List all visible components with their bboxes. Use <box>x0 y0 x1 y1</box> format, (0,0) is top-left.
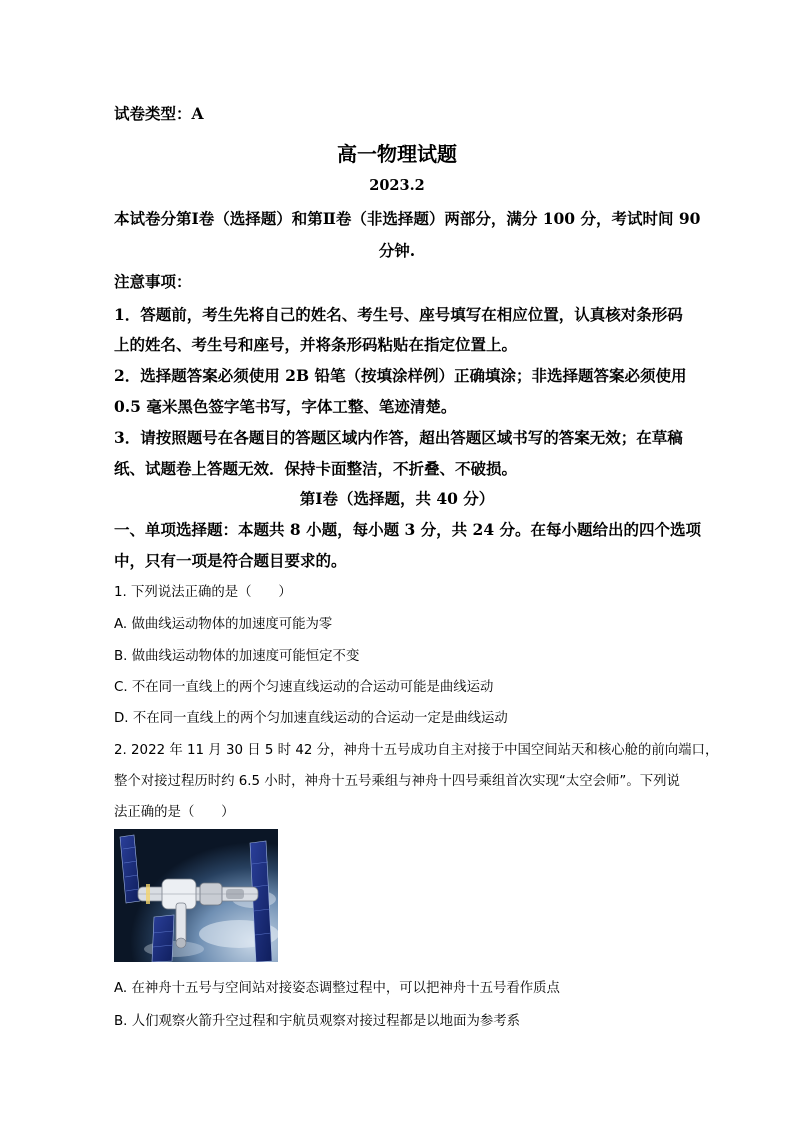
question-1-option-d: D. 不在同一直线上的两个匀加速直线运动的合运动一定是曲线运动 <box>114 711 508 726</box>
question-2-option-a: A. 在神舟十五号与空间站对接姿态调整过程中，可以把神舟十五号看作质点 <box>114 981 560 996</box>
part-instructions-1: 一、单项选择题：本题共 8 小题，每小题 3 分，共 24 分。在每小题给出的四个选项 <box>114 520 702 539</box>
section-heading: 第Ⅰ卷（选择题，共 40 分） <box>299 489 495 508</box>
space-station-image <box>114 829 278 962</box>
notes-line: 3．请按照题号在各题目的答题区域内作答，超出答题区域书写的答案无效；在草稿 <box>114 428 683 447</box>
page-title: 高一物理试题 <box>337 142 457 166</box>
notes-line: 1．答题前，考生先将自己的姓名、考生号、座号填写在相应位置，认真核对条形码 <box>114 305 683 324</box>
question-2-stem-line: 整个对接过程历时约 6.5 小时，神舟十五号乘组与神舟十四号乘组首次实现“太空会师”。下列说 <box>114 774 680 789</box>
question-2-stem-line: 2. 2022 年 11 月 30 日 5 时 42 分，神舟十五号成功自主对接于中国空间站天和核心舱的前向端口， <box>114 743 719 758</box>
notes-heading: 注意事项： <box>114 272 192 291</box>
part-instructions-2: 中，只有一项是符合题目要求的。 <box>114 551 347 570</box>
question-1-option-c: C. 不在同一直线上的两个匀速直线运动的合运动可能是曲线运动 <box>114 680 494 695</box>
question-1-option-a: A. 做曲线运动物体的加速度可能为零 <box>114 617 333 632</box>
question-1-stem: 1. 下列说法正确的是（ ） <box>114 585 292 600</box>
notes-line: 上的姓名、考生号和座号，并将条形码粘贴在指定位置上。 <box>114 335 518 354</box>
intro-line-2: 分钟. <box>378 241 416 260</box>
notes-line: 0.5 毫米黑色签字笔书写，字体工整、笔迹清楚。 <box>114 397 457 416</box>
question-2-option-b: B. 人们观察火箭升空过程和宇航员观察对接过程都是以地面为参考系 <box>114 1014 521 1029</box>
exam-date: 2023.2 <box>369 177 425 194</box>
paper-type: 试卷类型：A <box>114 104 204 123</box>
notes-line: 纸、试题卷上答题无效．保持卡面整洁，不折叠、不破损。 <box>114 459 518 478</box>
question-2-stem-line: 法正确的是（ ） <box>114 805 235 820</box>
solar-panel-left-lower <box>152 915 174 962</box>
notes-line: 2．选择题答案必须使用 2B 铅笔（按填涂样例）正确填涂；非选择题答案必须使用 <box>114 366 687 385</box>
question-1-option-b: B. 做曲线运动物体的加速度可能恒定不变 <box>114 649 360 664</box>
intro-line-1: 本试卷分第Ⅰ卷（选择题）和第Ⅱ卷（非选择题）两部分，满分 100 分，考试时间 90 <box>114 209 701 228</box>
